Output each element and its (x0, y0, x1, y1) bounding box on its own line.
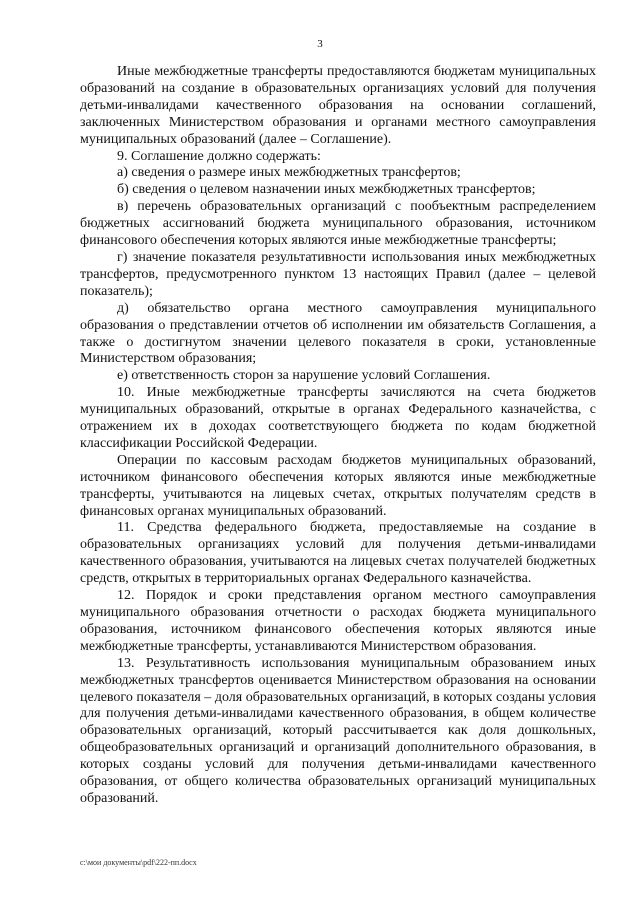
document-body (80, 64, 596, 808)
paragraph-clause-9-d: д) обязательство органа местного самоуправления муниципального образования о представлении отчетов об исполнении им обязательств Соглашения, а также о достигнутом значении целевого показателя в сроки, установленные Министерством образования; (80, 300, 596, 367)
paragraph-clause-9-v: в) перечень образовательных организаций с пообъектным распределением бюджетных ассигнований бюджета муниципального образования, источником финансового обеспечения которых являются иные межбюджетные трансферты; (80, 199, 596, 249)
paragraph-clause-11: 11. Средства федерального бюджета, предоставляемые на создание в образовательных организациях условий для получения детьми-инвалидами качественного образования, учитываются на лицевых счетах получателей бюджетных средств, открытых в территориальных органах Федерального казначейства. (80, 520, 596, 587)
page-number: 3 (317, 38, 323, 50)
paragraph-clause-9-g: г) значение показателя результативности использования иных межбюджетных трансфертов, предусмотренного пунктом 13 настоящих Правил (далее – целевой показатель); (80, 249, 596, 299)
paragraph-clause-13: 13. Результативность использования муниципальным образованием иных межбюджетных трансфертов оценивается Министерством образования на основании целевого показателя – доля образовательных организаций, в которых созданы условия для получения детьми-инвалидами качественного образования, в общем количестве образовательных организаций, который рассчитывается как доля дошкольных, общеобразовательных организаций и организаций дополнительного образования, в которых созданы условий для получения детьми-инвалидами качественного образования, от общего количества образовательных организаций муниципальных образований. (80, 655, 596, 806)
paragraph-clause-9-b: б) сведения о целевом назначении иных межбюджетных трансфертов; (117, 182, 536, 198)
paragraph-clause-10: 10. Иные межбюджетные трансферты зачисляются на счета бюджетов муниципальных образований, открытые в органах Федерального казначейства, с отражением их в доходах соответствующего бюджета по кодам бюджетной классификации Российской Федерации. (80, 385, 596, 451)
footer-file-path: c:\мои документы\pdf\222-пп.docx (80, 858, 197, 867)
paragraph-clause-12: 12. Порядок и сроки представления органом местного самоуправления муниципального образования отчетности о расходах бюджета муниципального образования, источником финансового обеспечения которых являются иные межбюджетные трансферты, устанавливаются Министерством образования. (80, 588, 596, 654)
paragraph-clause-9-a: а) сведения о размере иных межбюджетных трансфертов; (117, 165, 461, 181)
paragraph-clause-9: 9. Соглашение должно содержать: (117, 148, 321, 164)
paragraph-clause-9-e: е) ответственность сторон за нарушение условий Соглашения. (117, 368, 491, 384)
paragraph-clause-10-operations: Операции по кассовым расходам бюджетов муниципальных образований, источником финансового обеспечения которых являются иные межбюджетные трансферты, учитываются на лицевых счетах, открытых получателям средств в финансовых органах муниципальных образований. (80, 452, 596, 519)
paragraph-intro: Иные межбюджетные трансферты предоставляются бюджетам муниципальных образований на создание в образовательных организациях условий для получения детьми-инвалидами качественного образования на основании соглашений, заключенных Министерством образования и органами местного самоуправления муниципальных образований (далее – Соглашение). (80, 64, 596, 147)
